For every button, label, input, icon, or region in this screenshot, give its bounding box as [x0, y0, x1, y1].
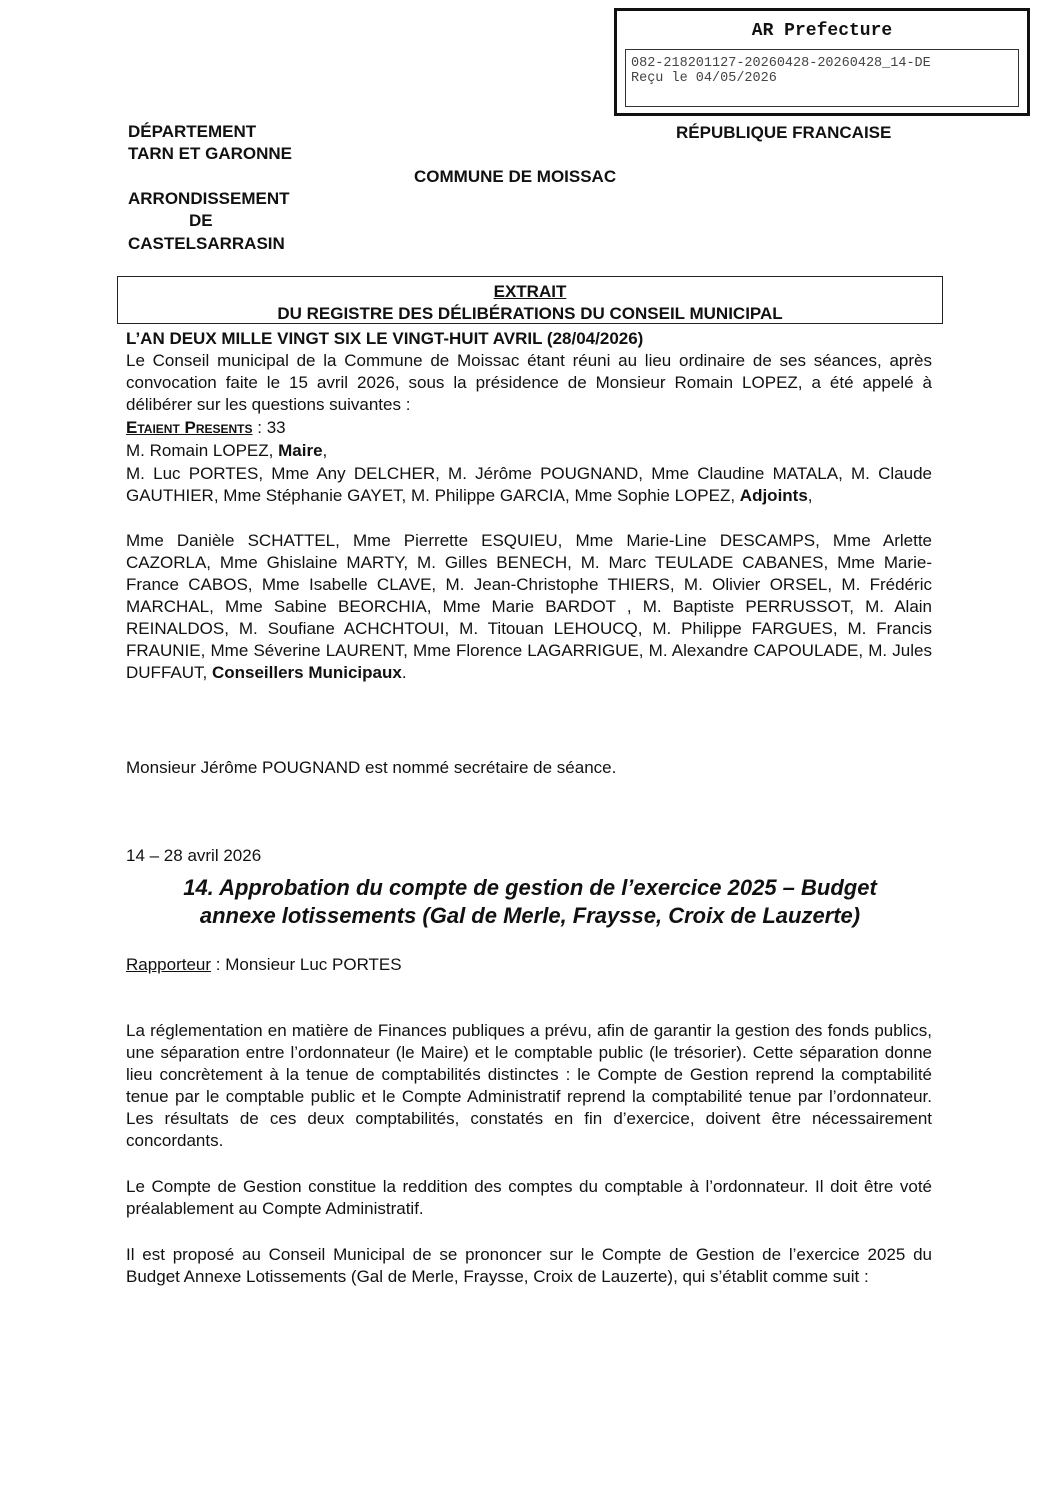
commune-name: COMMUNE DE MOISSAC — [414, 167, 617, 186]
departement-label: DÉPARTEMENT — [128, 122, 257, 141]
stamp-reference: 082-218201127-20260428-20260428_14-DE — [631, 56, 931, 71]
prefecture-stamp — [614, 8, 1030, 116]
stamp-received-date: Reçu le 04/05/2026 — [631, 71, 777, 86]
deliberation-title — [130, 874, 930, 930]
adjoints-paragraph — [126, 463, 932, 507]
extrait-box — [117, 276, 943, 324]
rapporteur-label: Rapporteur — [126, 955, 212, 974]
presents-line — [126, 417, 932, 439]
conseillers-paragraph — [126, 530, 932, 684]
adjoints-names: M. Luc PORTES, Mme Any DELCHER, M. Jérôme POUGNAND, Mme Claudine MATALA, M. Claude GAUTHIER, Mme Stéphanie GAYET, M. Philippe GARCIA, Mme Sophie LOPEZ, — [126, 464, 932, 505]
presents-count: : 33 — [252, 418, 286, 437]
registre-title: DU REGISTRE DES DÉLIBÉRATIONS DU CONSEIL MUNICIPAL — [277, 304, 783, 323]
arrondissement-label: ARRONDISSEMENT — [128, 189, 290, 208]
maire-role: Maire — [278, 441, 323, 460]
extrait-title: EXTRAIT — [493, 282, 567, 301]
paragraph-reglementation: La réglementation en matière de Finances publiques a prévu, afin de garantir la gestion des fonds publics, une séparation entre l’ordonnateur (le Maire) et le comptable public (le trésorier). Cette séparation donne lieu concrètement à la tenue de comptabilités distinctes : le Compte de Gestion reprend la comptabilité tenue par le comptable public et le Compte Administratif reprend la comptabilité tenue par l’ordonnateur. Les résultats de ces deux comptabilités, constatés en fin d’exercice, doivent être nécessairement concordants. — [126, 1021, 932, 1150]
paragraph-compte-gestion: Le Compte de Gestion constitue la reddition des comptes du comptable à l’ordonnateur. Il doit être voté préalablement au Compte Administratif. — [126, 1177, 932, 1218]
rapporteur-value: : Monsieur Luc PORTES — [211, 955, 402, 974]
stamp-details — [625, 49, 1019, 107]
adjoints-tail: , — [807, 486, 813, 505]
departement-name: TARN ET GARONNE — [128, 144, 293, 163]
stamp-title: AR Prefecture — [751, 21, 893, 41]
conseillers-tail: . — [401, 663, 407, 682]
maire-tail: , — [322, 441, 328, 460]
conseillers-role: Conseillers Municipaux — [211, 663, 402, 682]
deliberation-title-line2: annexe lotissements (Gal de Merle, Fraysse, Croix de Lauzerte) — [199, 903, 861, 928]
rapporteur-line — [126, 954, 932, 976]
maire-line — [126, 440, 932, 462]
deliberation-ref-date: 14 – 28 avril 2026 — [126, 846, 262, 865]
seance-date: L’AN DEUX MILLE VINGT SIX LE VINGT-HUIT AVRIL (28/04/2026) — [126, 329, 644, 348]
presents-label: Etaient Presents — [126, 418, 253, 437]
secretaire-line: Monsieur Jérôme POUGNAND est nommé secrétaire de séance. — [126, 758, 617, 777]
adjoints-role: Adjoints — [739, 486, 808, 505]
paragraph-proposition: Il est proposé au Conseil Municipal de se prononcer sur le Compte de Gestion de l’exercice 2025 du Budget Annexe Lotissements (Gal de Merle, Fraysse, Croix de Lauzerte), qui s’établit comme suit : — [126, 1245, 932, 1286]
deliberation-title-line1: 14. Approbation du compte de gestion de l’exercice 2025 – Budget — [183, 875, 877, 900]
arrondissement-de: DE — [189, 211, 213, 230]
maire-name: M. Romain LOPEZ, — [126, 441, 279, 460]
conseillers-names: Mme Danièle SCHATTEL, Mme Pierrette ESQUIEU, Mme Marie-Line DESCAMPS, Mme Arlette CAZORLA, Mme Ghislaine MARTY, M. Gilles BENECH, M. Marc TEULADE CABANES, Mme Marie-France CABOS, Mme Isabelle CLAVE, M. Jean-Christophe THIERS, M. Olivier ORSEL, M. Frédéric MARCHAL, Mme Sabine BEORCHIA, Mme Marie BARDOT , M. Baptiste PERRUSSOT, M. Alain REINALDOS, M. Soufiane ACHCHTOUI, M. Titouan LEHOUCQ, M. Philippe FARGUES, M. Francis FRAUNIE, Mme Séverine LAURENT, Mme Florence LAGARRIGUE, M. Alexandre CAPOULADE, M. Jules DUFFAUT, — [126, 531, 932, 682]
arrondissement-name: CASTELSARRASIN — [128, 234, 285, 253]
republique-label: RÉPUBLIQUE FRANCAISE — [676, 123, 892, 142]
seance-intro: Le Conseil municipal de la Commune de Moissac étant réuni au lieu ordinaire de ses séances, après convocation faite le 15 avril 2026, sous la présidence de Monsieur Romain LOPEZ, a été appelé à délibérer sur les questions suivantes : — [126, 351, 932, 414]
